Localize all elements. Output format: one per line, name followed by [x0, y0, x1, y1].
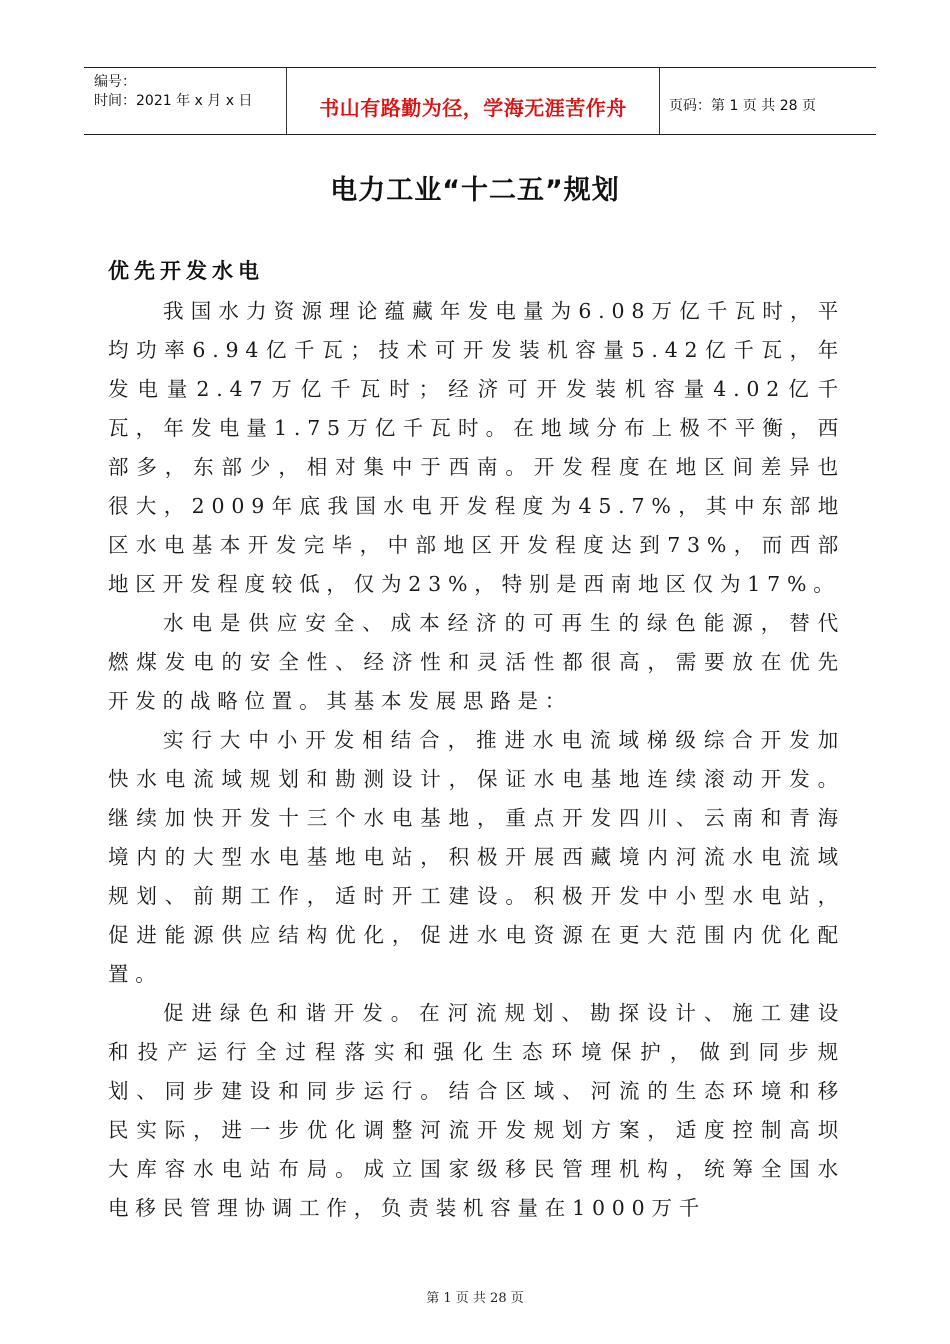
header-meta: [94, 73, 252, 111]
number-label: 编号：: [94, 74, 136, 90]
paragraph: 我国水力资源理论蕴藏年发电量为6.08万亿千瓦时，平均功率6.94亿千瓦；技术可开发装机容量5.42亿千瓦，年发电量2.47万亿千瓦时；经济可开发装机容量4.02亿千瓦，年发电量1.75万亿千瓦时。在地域分布上极不平衡，西部多，东部少，相对集中于西南。开发程度在地区间差异也很大，2009年底我国水电开发程度为45.7%，其中东部地区水电基本开发完毕，中部地区开发程度达到73%，而西部地区开发程度较低，仅为23%，特别是西南地区仅为17%。: [108, 299, 845, 596]
header-page-info: 页码：第 1 页 共 28 页: [669, 98, 816, 114]
section-heading: 优先开发水电: [108, 259, 264, 283]
document-header: [84, 67, 876, 135]
header-motto: 书山有路勤为径，学海无涯苦作舟: [319, 96, 627, 120]
paragraph: 水电是供应安全、成本经济的可再生的绿色能源，替代燃煤发电的安全性、经济性和灵活性都很高，需要放在优先开发的战略位置。其基本发展思路是：: [108, 611, 845, 713]
paragraph: 实行大中小开发相结合，推进水电流域梯级综合开发加快水电流域规划和勘测设计，保证水电基地连续滚动开发。继续加快开发十三个水电基地，重点开发四川、云南和青海境内的大型水电基地电站，积极开展西藏境内河流水电流域规划、前期工作，适时开工建设。积极开发中小型水电站，促进能源供应结构优化，促进水电资源在更大范围内优化配置。: [108, 728, 845, 986]
time-label: 时间：2021 年 x 月 x 日: [94, 93, 253, 109]
paragraph: 促进绿色和谐开发。在河流规划、勘探设计、施工建设和投产运行全过程落实和强化生态环境保护，做到同步规划、同步建设和同步运行。结合区域、河流的生态环境和移民实际，进一步优化调整河流开发规划方案，适度控制高坝大库容水电站布局。成立国家级移民管理机构，统筹全国水电移民管理协调工作，负责装机容量在1000万千: [108, 1001, 845, 1220]
header-divider: [659, 68, 660, 134]
page-footer: 第 1 页 共 28 页: [426, 1291, 524, 1306]
document-title: 电力工业“十二五”规划: [330, 175, 620, 206]
document-body: [108, 292, 845, 1228]
